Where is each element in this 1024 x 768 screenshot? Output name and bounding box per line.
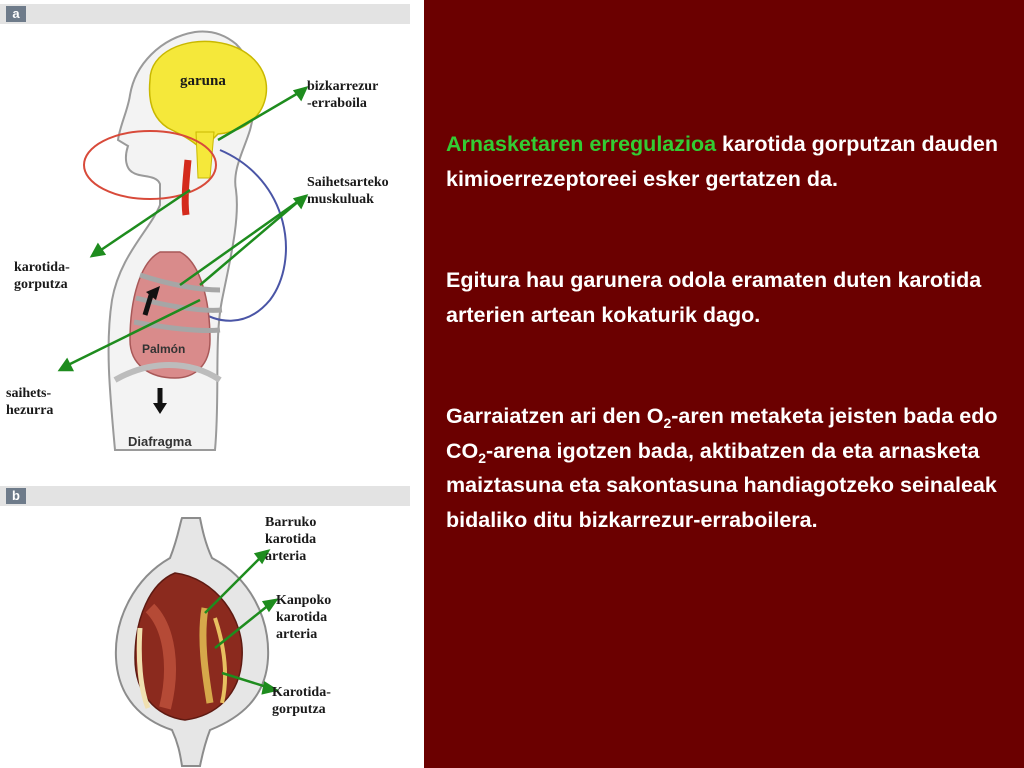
label-saihetsarteko-muskuluak: Saihetsarteko muskuluak [307, 175, 389, 207]
paragraph-1-rest: karotida gorputzan dauden kimioerrezeptoreei esker gertatzen da. [446, 132, 998, 191]
paragraph-1 [446, 127, 1006, 196]
p3-part-b: -aren metaketa jeisten bada edo CO [446, 404, 998, 463]
carotid-artery [185, 160, 188, 215]
label-diafragma: Diafragma [128, 434, 192, 449]
o2-subscript: 2 [663, 415, 672, 431]
label-kanpoko-karotida-arteria: Kanpoko karotida arteria [276, 593, 332, 642]
panel-a-tag: a [6, 6, 26, 22]
diagram-area [0, 0, 424, 768]
label-palmon: Palmón [142, 342, 186, 356]
panel-b-tag: b [6, 488, 26, 504]
label-karotida-gorputza: karotida- gorputza [14, 260, 70, 292]
label-garuna: garuna [180, 73, 226, 89]
label-bizkarrezur-erraboila: bizkarrezur -erraboila [307, 79, 379, 111]
text-panel [424, 0, 1024, 768]
label-karotida-gorputza-b: Karotida- gorputza [272, 685, 331, 717]
p3-part-c: -arena igotzen bada, aktibatzen da eta arnasketa maiztasuna eta sakontasuna handiagotzeko seinaleak bidaliko ditu bizkarrezur-erraboilera. [446, 438, 997, 532]
paragraph-2: Egitura hau garunera odola eramaten duten karotida arterien artean kokaturik dago. [446, 268, 982, 327]
highlight-arnasketaren: Arnasketaren erregulazioa [446, 132, 717, 156]
label-saihets-hezurra: saihets- hezurra [6, 386, 54, 418]
paragraph-3 [446, 399, 1006, 537]
label-barruko-karotida-arteria: Barruko karotida arteria [265, 515, 317, 564]
co2-subscript: 2 [478, 449, 487, 466]
respiratory-anatomy-illustration [0, 0, 424, 470]
p3-part-a: Garraiatzen ari den O [446, 404, 664, 428]
carotid-dissection-illustration [0, 498, 424, 768]
